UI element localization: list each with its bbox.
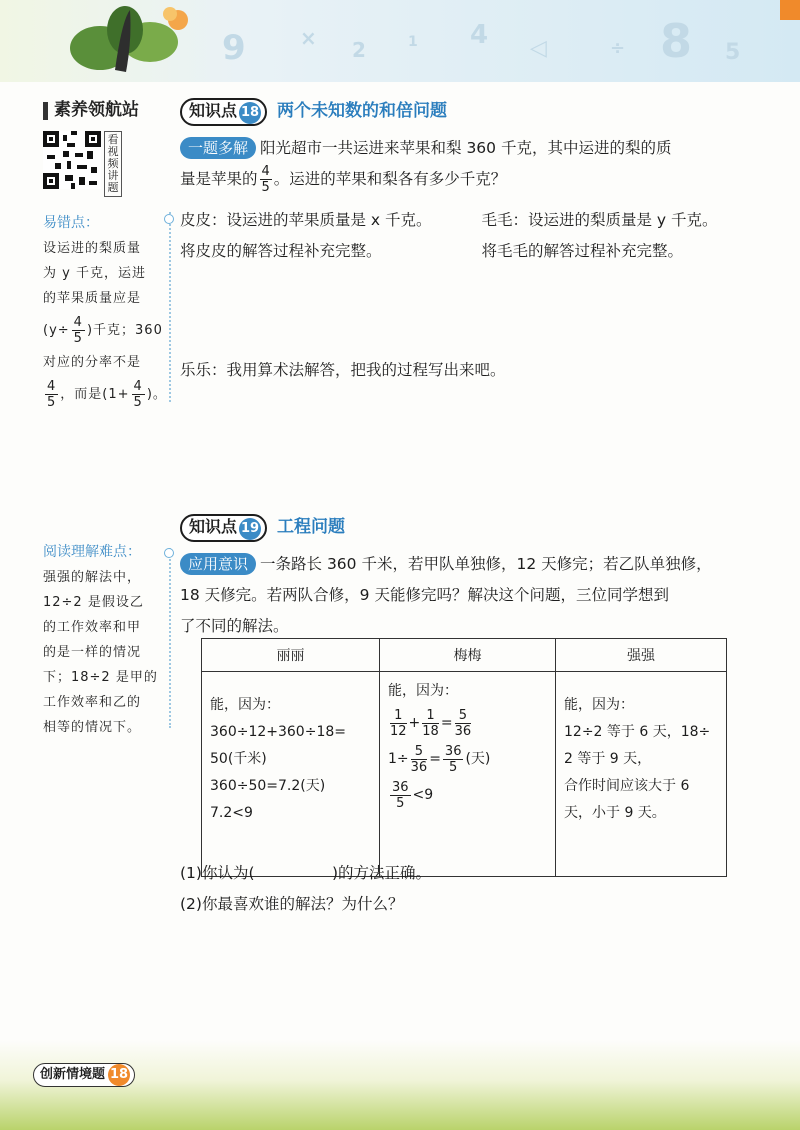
question-text: 。运进的苹果和梨各有多少千克？ xyxy=(273,170,507,188)
numerator: 1 xyxy=(422,708,439,724)
denominator: 5 xyxy=(261,180,270,195)
sidebar-divider xyxy=(169,212,171,402)
formula-end: )。 xyxy=(146,387,167,402)
lili-solution xyxy=(202,672,380,877)
fraction xyxy=(132,379,145,410)
pipi-block xyxy=(180,205,464,267)
pipi-answer-space[interactable] xyxy=(180,267,765,355)
denominator: 18 xyxy=(422,723,439,739)
fraction xyxy=(45,379,58,410)
solution-formula xyxy=(388,777,547,813)
divider-dot xyxy=(164,214,174,224)
comparison: <9 xyxy=(412,787,434,803)
kp-tag xyxy=(180,98,267,126)
note-line: 为 y 千克，运进 xyxy=(43,266,146,281)
numerator: 4 xyxy=(261,164,270,179)
note-line: 对应的分率不是 xyxy=(43,355,142,370)
kp-number: 18 xyxy=(239,102,261,124)
two-students xyxy=(180,205,765,267)
kp-title: 工程问题 xyxy=(277,517,346,537)
note-reading xyxy=(43,565,169,740)
sidebar-divider xyxy=(169,548,171,728)
qr-code-icon[interactable] xyxy=(43,131,101,189)
decor-digit: 4 xyxy=(470,20,489,50)
decor-digit: 5 xyxy=(725,40,741,65)
footer-label: 创新情境题 xyxy=(40,1067,106,1082)
sub-questions xyxy=(180,858,765,920)
kp18-header xyxy=(180,96,765,127)
decor-digit: × xyxy=(300,26,317,50)
solution-line: 2 等于 9 天， xyxy=(564,751,652,767)
note-line: 相等的情况下。 xyxy=(43,720,142,735)
fraction xyxy=(390,780,411,811)
kp-number: 19 xyxy=(239,518,261,540)
note-line: 设运进的梨质量 xyxy=(43,241,142,256)
kp-tag-label: 知识点 xyxy=(189,100,238,120)
denominator: 5 xyxy=(396,795,405,811)
note-line: 的是一样的情况 xyxy=(43,645,142,660)
plant-illustration xyxy=(60,0,200,82)
operator: + xyxy=(408,715,421,731)
kp19-question xyxy=(180,549,765,580)
lele-line: 乐乐：我用算术法解答，把我的过程写出来吧。 xyxy=(180,361,506,379)
solution-line: 天，小于 9 天。 xyxy=(564,805,666,821)
fraction xyxy=(411,744,428,775)
note-line: 12÷2 是假设乙 xyxy=(43,595,144,610)
solution-line: 能，因为： xyxy=(564,697,634,713)
numerator: 1 xyxy=(390,708,407,724)
kp18-section xyxy=(180,96,765,486)
table-header: 丽丽 xyxy=(202,639,380,672)
fraction xyxy=(72,315,85,346)
question-line: 18 天修完。若两队合修，9 天能修完吗？解决这个问题，三位同学想到 xyxy=(180,586,669,604)
solution-formula xyxy=(388,741,547,777)
decor-digit: ◁ xyxy=(530,36,547,61)
solution-line: 12÷2 等于 6 天，18÷ xyxy=(564,724,711,740)
numerator: 36 xyxy=(444,743,462,759)
brand-label: 素养领航站 xyxy=(54,100,139,120)
numerator: 36 xyxy=(392,779,409,795)
pipi-line: 皮皮：设运进的苹果质量是 x 千克。 xyxy=(180,211,432,229)
solution-line: 50(千米) xyxy=(210,751,267,767)
sub-question-2: (2)你最喜欢谁的解法？为什么？ xyxy=(180,895,404,913)
question-line: 一条路长 360 千米，若甲队单独修，12 天修完；若乙队单独修， xyxy=(260,555,712,573)
denominator: 36 xyxy=(454,723,472,739)
fraction xyxy=(455,708,472,739)
numerator: 4 xyxy=(73,315,83,330)
qr-label: 看视频讲题 xyxy=(104,131,122,197)
operator: = xyxy=(429,751,441,767)
maomao-line: 毛毛：设运进的梨质量是 y 千克。 xyxy=(481,211,718,229)
decor-digit: 2 xyxy=(352,38,366,62)
numerator: 5 xyxy=(411,744,428,760)
brand-bar xyxy=(43,102,48,120)
page-header xyxy=(0,0,800,82)
solution-line: 7.2<9 xyxy=(210,805,253,821)
table-row xyxy=(202,672,727,877)
decor-digit: 8 xyxy=(660,14,693,68)
numerator: 5 xyxy=(455,708,472,724)
table-header: 强强 xyxy=(556,639,727,672)
pill-badge: 一题多解 xyxy=(180,137,256,159)
pill-badge: 应用意识 xyxy=(180,553,256,575)
sidebar-note-reading xyxy=(43,540,169,740)
note-line: 工作效率和乙的 xyxy=(43,695,142,710)
note-line: 的苹果质量应是 xyxy=(43,291,142,306)
note-line: 强强的解法中， xyxy=(43,570,142,585)
denominator: 5 xyxy=(133,395,143,410)
operator: 1÷ xyxy=(388,751,409,767)
fraction xyxy=(443,744,464,775)
question-text: 量是苹果的 xyxy=(180,170,258,188)
sidebar-brand xyxy=(43,98,169,123)
solution-line: 360÷50=7.2(天) xyxy=(210,778,326,794)
fraction xyxy=(390,708,407,739)
solution-line: 360÷12+360÷18= xyxy=(210,724,346,740)
table-header-row xyxy=(202,639,727,672)
fraction xyxy=(260,164,272,195)
unit: (天) xyxy=(465,751,491,767)
kp-tag-label: 知识点 xyxy=(189,516,238,536)
note-reading-title: 阅读理解难点： xyxy=(43,544,141,560)
kp-tag xyxy=(180,514,267,542)
note-easy-mistake xyxy=(43,236,169,410)
meimei-solution xyxy=(380,672,556,877)
note-line-formula xyxy=(43,315,169,346)
note-line-formula xyxy=(43,379,169,410)
note-easy-mistake-title: 易错点： xyxy=(43,215,99,231)
numerator: 4 xyxy=(47,379,57,394)
lele-answer-space[interactable] xyxy=(180,386,765,486)
divider-dot xyxy=(164,548,174,558)
footer-badge xyxy=(33,1063,135,1087)
note-line: 下；18÷2 是甲的 xyxy=(43,670,158,685)
decor-digit: 1 xyxy=(408,34,418,50)
formula-suffix: )千克；360 xyxy=(86,323,163,338)
formula-prefix: (y÷ xyxy=(43,323,70,338)
solution-line: 能，因为： xyxy=(210,697,280,713)
fraction xyxy=(422,708,439,739)
numerator: 4 xyxy=(133,379,143,394)
qiangqiang-solution xyxy=(556,672,727,877)
denominator: 5 xyxy=(449,759,458,775)
sidebar xyxy=(43,98,169,410)
denominator: 36 xyxy=(410,759,428,775)
sub-question-1[interactable]: (1)你认为( )的方法正确。 xyxy=(180,864,432,882)
solution-formula xyxy=(388,705,547,741)
denominator: 12 xyxy=(390,723,407,739)
question-line: 阳光超市一共运进来苹果和梨 360 千克，其中运进的梨的质 xyxy=(260,139,672,157)
note-line: 的工作效率和甲 xyxy=(43,620,142,635)
question-line xyxy=(180,164,765,195)
question-line: 了不同的解法。 xyxy=(180,617,289,635)
denominator: 5 xyxy=(73,331,83,346)
operator: = xyxy=(440,715,453,731)
maomao-line: 将毛毛的解答过程补充完整。 xyxy=(481,242,684,260)
formula-mid: ，而是(1+ xyxy=(60,387,130,402)
page-number: 18 xyxy=(108,1064,130,1086)
solutions-table xyxy=(201,638,727,877)
qr-block[interactable] xyxy=(43,131,169,197)
pipi-line: 将皮皮的解答过程补充完整。 xyxy=(180,242,382,260)
kp-title: 两个未知数的和倍问题 xyxy=(277,101,448,121)
decor-digit: ÷ xyxy=(610,38,626,59)
kp19-header xyxy=(180,512,765,543)
table-header: 梅梅 xyxy=(380,639,556,672)
decor-digit: 9 xyxy=(222,28,246,68)
maomao-block xyxy=(464,205,766,267)
kp18-question xyxy=(180,133,765,164)
kp19-section xyxy=(180,512,765,642)
solution-line: 合作时间应该大于 6 xyxy=(564,778,690,794)
solution-line: 能，因为： xyxy=(388,683,458,699)
denominator: 5 xyxy=(47,395,57,410)
header-corner-tab xyxy=(780,0,800,20)
